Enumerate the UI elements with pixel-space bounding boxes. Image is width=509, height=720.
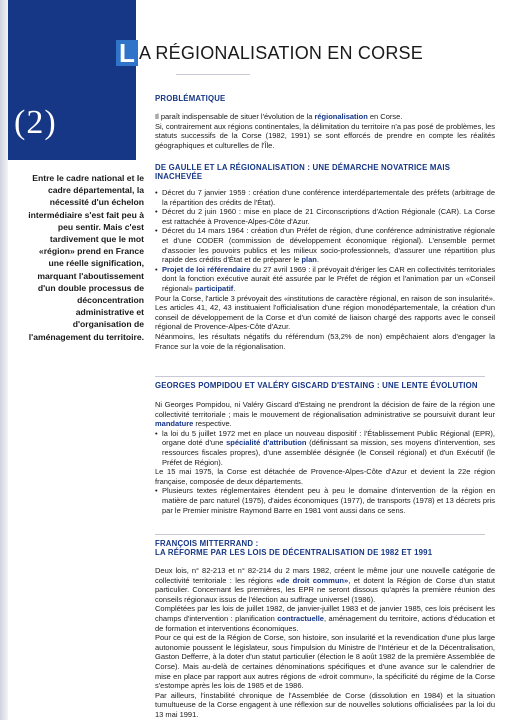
list-item: • Plusieurs textes réglementaires étendent peu à peu le domaine d'intervention de la région en matière de parc naturel (1975), d'aides économiques (1977), de transports (1978) et 13 décrets pris par le Premier ministre Raymond Barre en 1981 vont aussi dans ce sens. bbox=[155, 486, 495, 515]
section-divider bbox=[155, 534, 485, 535]
paragraph: Néanmoins, les résultats négatifs du référendum (53,2% de non) empêchaient alors d'engager la France sur la voie de la régionalisation. bbox=[155, 331, 495, 351]
paragraph: Le 15 mai 1975, la Corse est détachée de Provence-Alpes-Côte d'Azur et devient la 22e région française, composée de deux départements. bbox=[155, 467, 495, 486]
section-heading: FRANÇOIS MITTERRAND : bbox=[155, 539, 259, 548]
list-item: • Projet de loi référendaire du 27 avril 1969 : il prévoyait d'ériger les CAR en collectivités territoriales dont la fonction exécutive aurait été assurée par le Préfet de région et l'animation par un «Conseil régional» participatif. bbox=[155, 265, 495, 294]
section-divider bbox=[155, 376, 485, 377]
paragraph: Pour ce qui est de la Région de Corse, son histoire, son insularité et la revendication d'une plus large autonomie poussent le législateur, sous l'impulsion du Ministre de l'Intérieur et de la Décentralisation, Gaston Defferre, à la doter d'un statut particulier (élection le 8 août 1982 de la première Assemblée de Corse). Mais au-delà de certaines dénominations spécifiques et d'une avance sur le calendrier de mise en place par rapport aux autres régions de «droit commun», la spécificité du régime de la Corse s'estompe après les lois de 1985 et de 1986. bbox=[155, 633, 495, 691]
page-title: A RÉGIONALISATION EN CORSE bbox=[139, 43, 423, 63]
paragraph: Il paraît indispensable de situer l'évolution de la régionalisation en Corse. bbox=[155, 112, 403, 121]
section-heading: PROBLÉMATIQUE bbox=[155, 94, 226, 103]
list-item: • Décret du 2 juin 1960 : mise en place de 21 Circonscriptions d'Action Régionale (CAR). La Corse est rattachée à Provence-Alpes-Côte d'Azur. bbox=[155, 207, 495, 226]
section-problematique bbox=[155, 94, 495, 150]
sidebar-quote: Entre le cadre national et le cadre départemental, la nécessité d'un échelon intermédiaire s'est fait peu à peu sentir. Mais c'est tardivement que le mot «région» prend en France une réelle signification, marquant l'aboutissement d'un double processus de déconcentration administrative et d'organisation de l'aménagement du territoire. bbox=[28, 173, 144, 342]
paragraph: Ni Georges Pompidou, ni Valéry Giscard d'Estaing ne prendront la décision de faire de la région une collectivité territoriale ; mais le mouvement de régionalisation administrative se poursuivit durant leur mandature respective. bbox=[155, 400, 495, 429]
list-item: • la loi du 5 juillet 1972 met en place un nouveau dispositif : l'Établissement Public Régional (EPR), organe doté d'une spécialité d'attribution (définissant sa mission, ses moyens d'intervention, ses ressources fiscales propres), d'une assemblée désignée (le Conseil régional) et d'un Exécutif (le Préfet de Région). bbox=[155, 429, 495, 467]
paragraph: Si, contrairement aux régions continentales, la délimitation du territoire n'a pas posé de problèmes, les statuts successifs de la Corse (1982, 1991) se sont efforcés de prendre en compte les réalités géographiques et culturelles de l'Île. bbox=[155, 121, 495, 150]
list-item: • Décret du 14 mars 1964 : création d'un Préfet de région, d'une conférence administrative régionale et d'une CODER (commission de développement économique régional). L'ensemble permet d'associer les pouvoirs publics et les milieux socio-professionnels, d'assurer une répartition plus rapide des crédits d'État et de préparer le plan. bbox=[155, 226, 495, 264]
title-drop-initial: L bbox=[116, 40, 138, 66]
section-mitterrand bbox=[155, 539, 495, 720]
section-de-gaulle bbox=[155, 163, 495, 351]
section-pompidou-giscard bbox=[155, 381, 495, 515]
bullet-list bbox=[155, 429, 495, 467]
paragraph: Deux lois, n° 82-213 et n° 82-214 du 2 mars 1982, créent le même jour une nouvelle catégorie de collectivité territoriale : les régions «de droit commun», et dotent la Région de Corse d'un statut particulier. Concernant les premières, les EPR ne seront dissous qu'après la première réunion des conseils régionaux issus de l'élection au suffrage universel (1986). bbox=[155, 566, 495, 604]
paragraph: Par ailleurs, l'instabilité chronique de l'Assemblée de Corse (dissolution en 1984) et la situation tumultueuse de la Corse engagent à une réflexion sur de nouvelles solutions officialisées par la loi du 13 mai 1991. bbox=[155, 690, 495, 719]
section-subheading: LA RÉFORME PAR LES LOIS DE DÉCENTRALISATION DE 1982 ET 1991 bbox=[155, 548, 433, 557]
bullet-list bbox=[155, 486, 495, 515]
chapter-number: (2) bbox=[14, 104, 57, 141]
section-heading: DE GAULLE ET LA RÉGIONALISATION : UNE DÉMARCHE NOVATRICE MAIS INACHEVÉE bbox=[155, 163, 451, 181]
list-item: • Décret du 7 janvier 1959 : création d'une conférence interdépartementale des préfets (arbitrage de la répartition des crédits de l'État). bbox=[155, 188, 495, 207]
section-heading: GEORGES POMPIDOU ET VALÉRY GISCARD D'ESTAING : UNE LENTE ÉVOLUTION bbox=[155, 381, 478, 390]
paragraph: Pour la Corse, l'article 3 prévoyait des «institutions de caractère régional, en raison de son insularité». Les articles 41, 42, 43 instituaient l'officialisation d'une région monodépartementale, la création d'un conseil de développement de la Corse et d'un comité de liaison chargé des rapports avec le conseil régional de Provence-Alpes-Côte d'Azur. bbox=[155, 293, 495, 332]
page-fold-shadow bbox=[0, 0, 8, 720]
paragraph: Complétées par les lois de juillet 1982, de janvier-juillet 1983 et de janvier 1985, ces lois précisent les champs d'intervention : planification contractuelle, aménagement du territoire, actions d'éducation et de formation et interventions économiques. bbox=[155, 604, 495, 633]
title-rule bbox=[176, 74, 250, 75]
bullet-list bbox=[155, 188, 495, 294]
